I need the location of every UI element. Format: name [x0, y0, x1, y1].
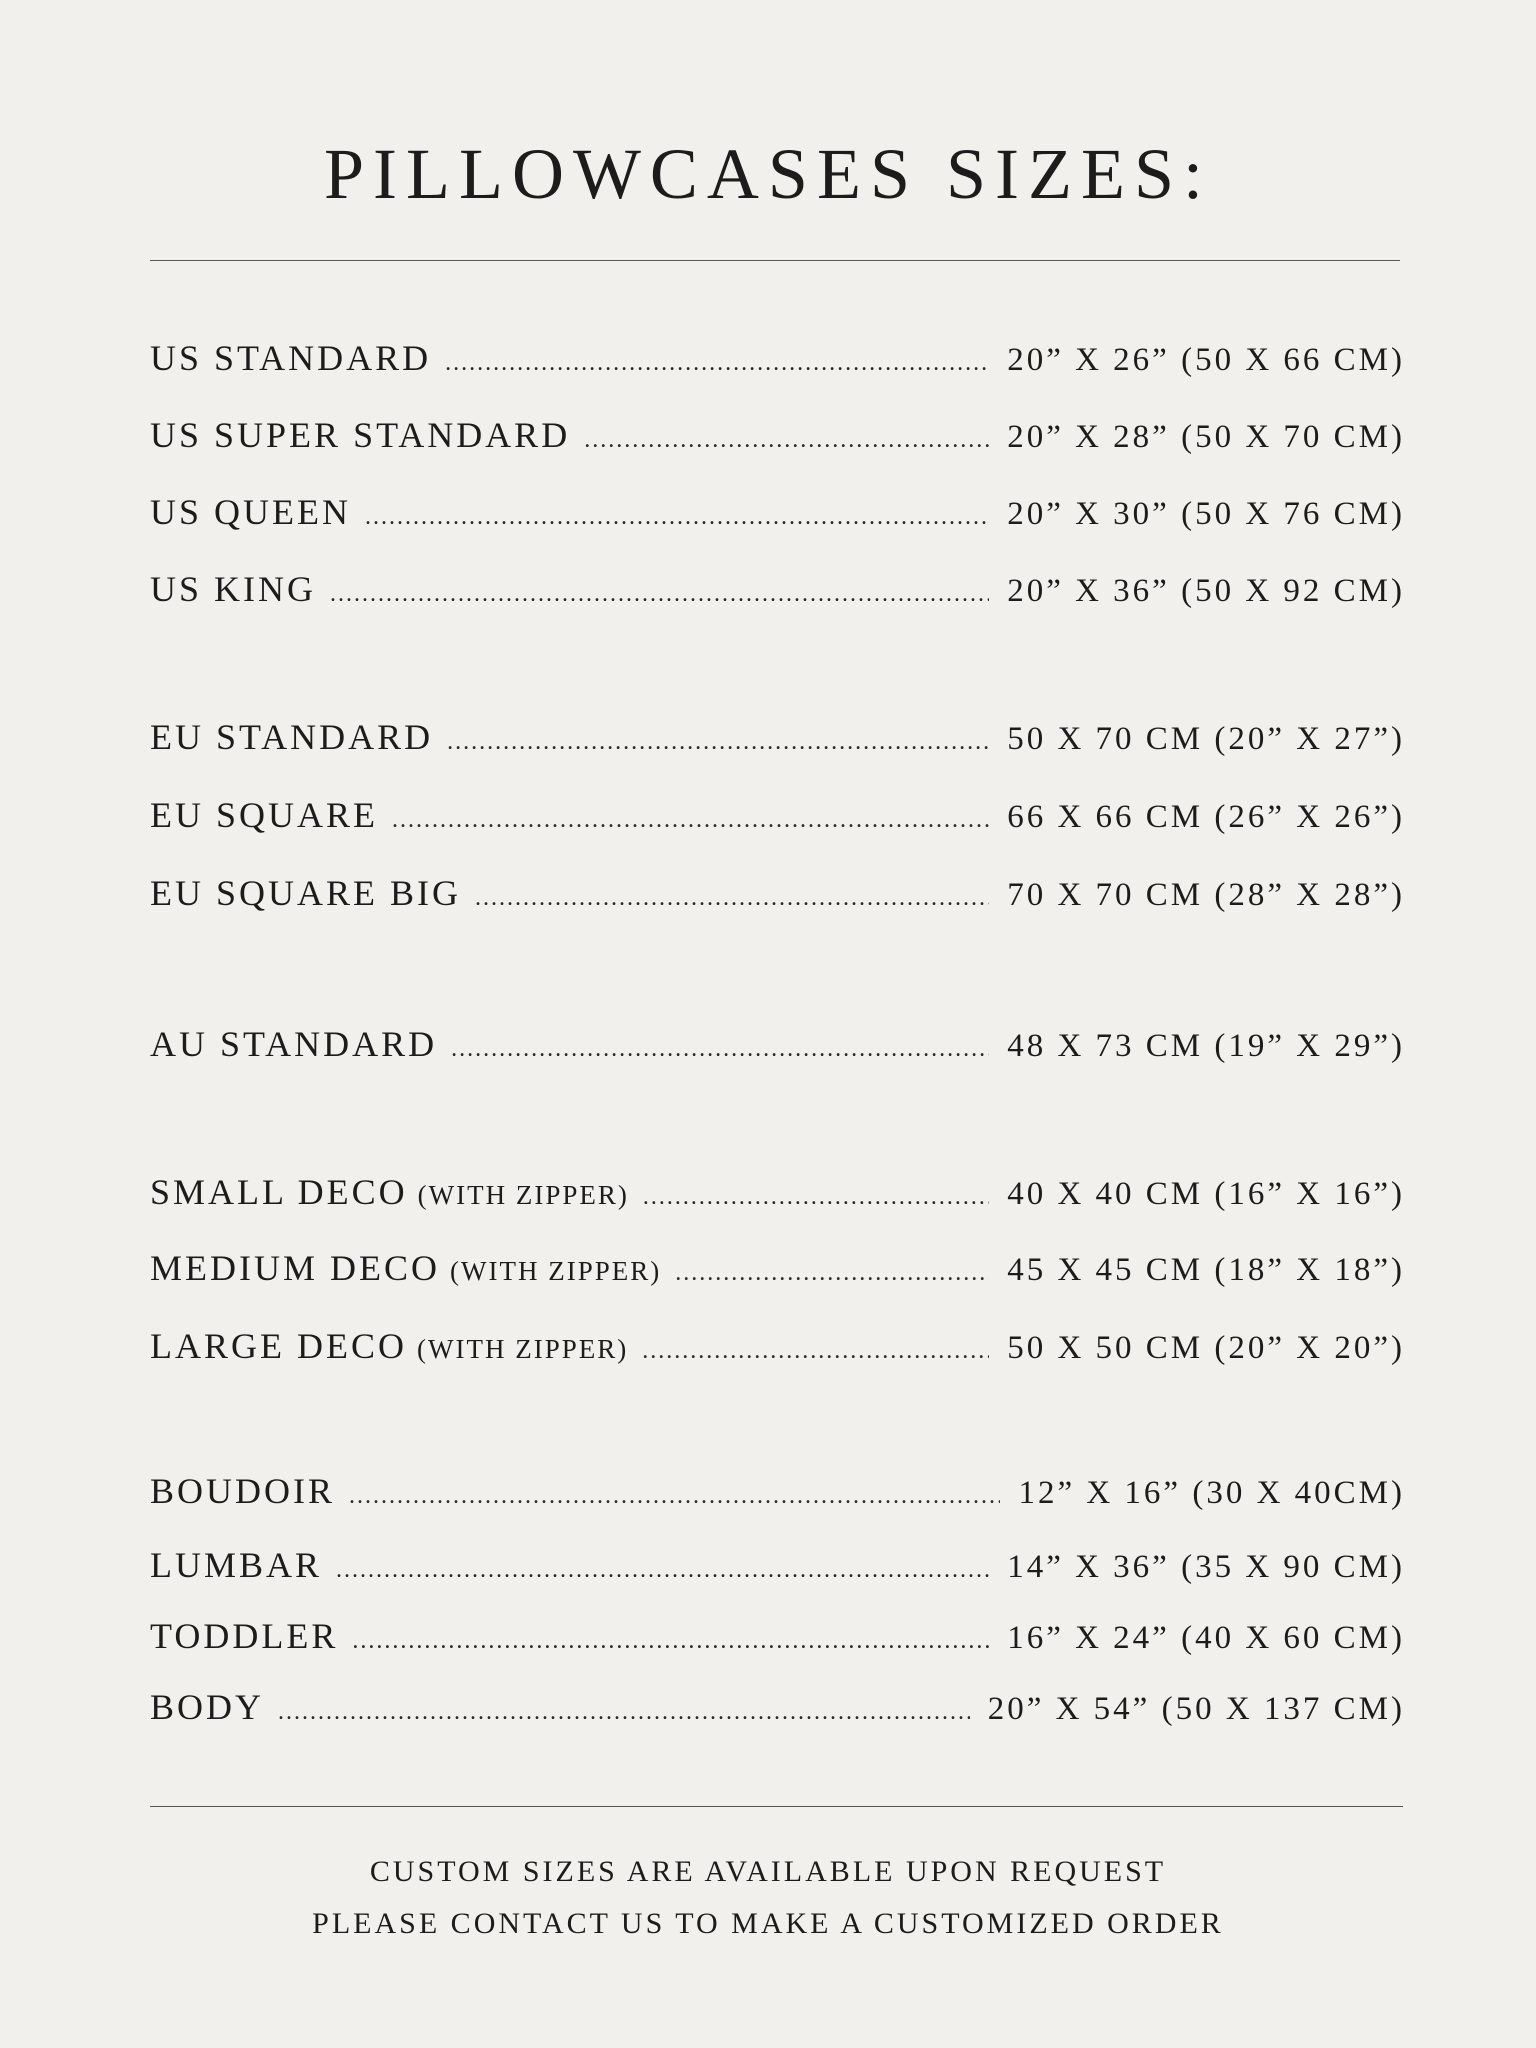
dot-leader — [445, 338, 989, 388]
size-name: US SUPER STANDARD — [150, 415, 571, 455]
size-name: SMALL DECO — [150, 1172, 408, 1212]
size-value: 50 X 70 CM (20” X 27”) — [1007, 721, 1405, 757]
size-value: 70 X 70 CM (28” X 28”) — [1007, 877, 1405, 913]
size-value: 20” X 28” (50 X 70 CM) — [1007, 419, 1405, 455]
dot-leader — [475, 873, 989, 923]
size-row-au-standard — [150, 1019, 1405, 1069]
size-name: BODY — [150, 1687, 265, 1727]
size-row-eu-square-big — [150, 868, 1405, 918]
size-row-large-deco — [150, 1321, 1405, 1371]
size-note: (WITH ZIPPER) — [450, 1256, 662, 1286]
footer-contact: PLEASE CONTACT US TO MAKE A CUSTOMIZED ORDER — [312, 1907, 1224, 1940]
dot-leader — [349, 1471, 1000, 1521]
dot-leader — [352, 1616, 989, 1666]
top-divider — [150, 260, 1400, 261]
size-value: 45 X 45 CM (18” X 18”) — [1007, 1252, 1405, 1288]
size-value: 20” X 36” (50 X 92 CM) — [1007, 573, 1405, 609]
size-row-small-deco — [150, 1167, 1405, 1217]
size-value: 48 X 73 CM (19” X 29”) — [1007, 1028, 1405, 1064]
bottom-divider — [150, 1806, 1403, 1807]
size-row-boudoir — [150, 1466, 1405, 1516]
size-row-eu-standard — [150, 712, 1405, 762]
size-value: 66 X 66 CM (26” X 26”) — [1007, 799, 1405, 835]
size-name: LARGE DECO — [150, 1326, 407, 1366]
dot-leader — [451, 1024, 989, 1074]
size-name: MEDIUM DECO — [150, 1248, 440, 1288]
size-name: LUMBAR — [150, 1545, 323, 1585]
dot-leader — [365, 492, 989, 542]
size-row-lumbar — [150, 1540, 1405, 1590]
size-name: EU STANDARD — [150, 717, 434, 757]
dot-leader — [675, 1248, 989, 1298]
size-name: BOUDOIR — [150, 1471, 336, 1511]
size-name: US QUEEN — [150, 492, 351, 532]
size-value: 16” X 24” (40 X 60 CM) — [1007, 1620, 1405, 1656]
dot-leader — [392, 795, 989, 845]
size-row-us-king — [150, 564, 1405, 614]
dot-leader — [447, 717, 989, 767]
size-name: EU SQUARE BIG — [150, 873, 462, 913]
size-row-eu-square — [150, 790, 1405, 840]
size-row-medium-deco — [150, 1243, 1405, 1293]
size-value: 20” X 26” (50 X 66 CM) — [1007, 342, 1405, 378]
size-row-us-queen — [150, 487, 1405, 537]
dot-leader — [330, 569, 989, 619]
size-value: 50 X 50 CM (20” X 20”) — [1007, 1330, 1405, 1366]
size-name: AU STANDARD — [150, 1024, 438, 1064]
size-row-us-standard — [150, 333, 1405, 383]
size-value: 20” X 54” (50 X 137 CM) — [987, 1691, 1405, 1727]
size-value: 12” X 16” (30 X 40CM) — [1018, 1475, 1405, 1511]
size-row-us-super-standard — [150, 410, 1405, 460]
size-value: 20” X 30” (50 X 76 CM) — [1007, 496, 1405, 532]
size-note: (WITH ZIPPER) — [417, 1334, 629, 1364]
size-row-body — [150, 1682, 1405, 1732]
size-name: EU SQUARE — [150, 795, 379, 835]
size-name: US STANDARD — [150, 338, 432, 378]
dot-leader — [278, 1687, 970, 1737]
size-note: (WITH ZIPPER) — [417, 1180, 629, 1210]
size-name: US KING — [150, 569, 317, 609]
dot-leader — [336, 1545, 989, 1595]
page-title: PILLOWCASES SIZES: — [323, 134, 1213, 214]
size-row-toddler — [150, 1611, 1405, 1661]
size-name: TODDLER — [150, 1616, 339, 1656]
size-value: 14” X 36” (35 X 90 CM) — [1007, 1549, 1405, 1585]
footer-custom-sizes: CUSTOM SIZES ARE AVAILABLE UPON REQUEST — [369, 1855, 1167, 1888]
dot-leader — [584, 415, 989, 465]
size-value: 40 X 40 CM (16” X 16”) — [1007, 1176, 1405, 1212]
dot-leader — [642, 1326, 989, 1376]
dot-leader — [643, 1172, 989, 1222]
